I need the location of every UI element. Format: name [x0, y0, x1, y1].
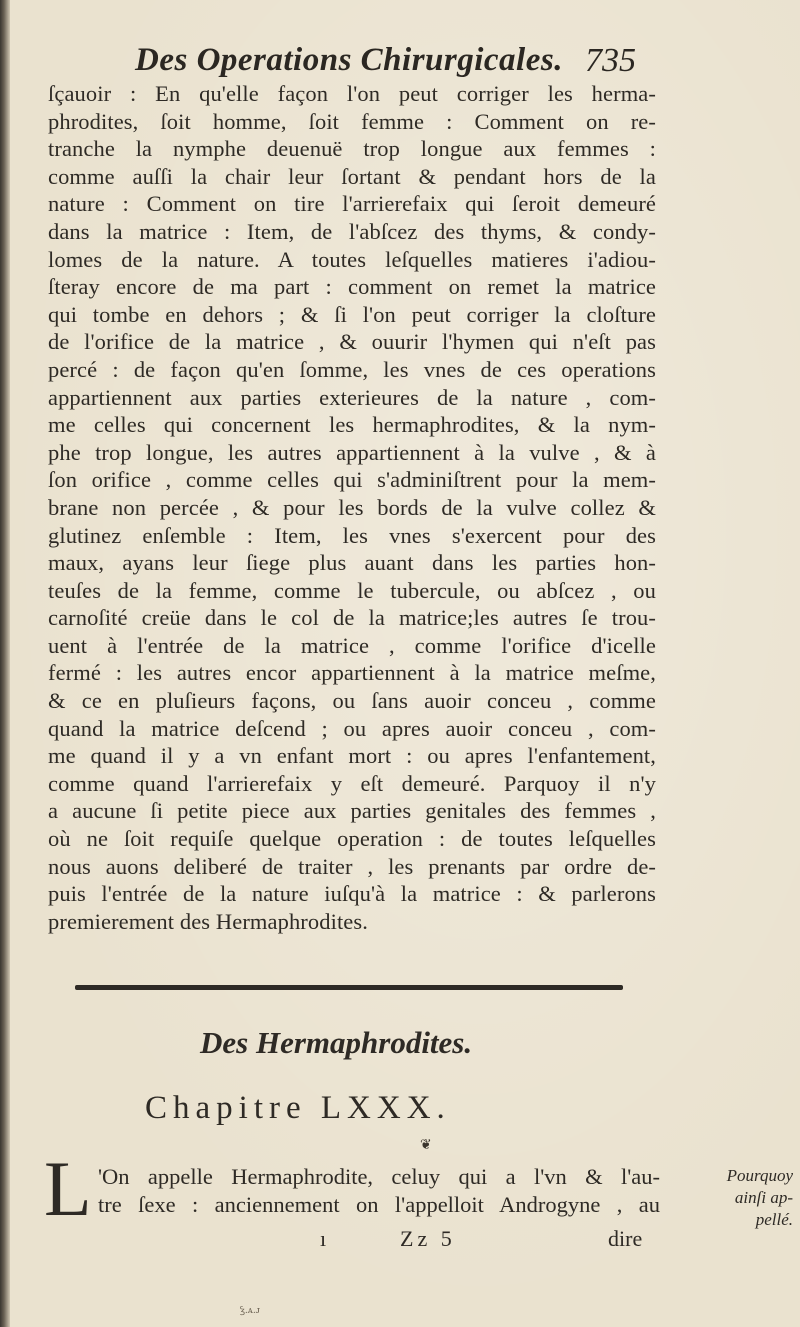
text-line: tranche la nymphe deuenuë trop longue aux femmes :: [48, 136, 656, 162]
text-line: puis l'entrée de la nature iuſqu'à la matrice : & parlerons: [48, 881, 656, 907]
marginal-note-line: pellé.: [755, 1210, 793, 1229]
text-line: quand la matrice deſcend ; ou apres auoir conceu , com-: [48, 715, 656, 741]
page-binding-edge: [0, 0, 10, 1327]
library-stamp: Ꝣ.ᴀ.ᴊ: [240, 1306, 261, 1316]
text-line: nous auons deliberé de traiter , les prenants par ordre de-: [48, 853, 656, 879]
section-title-text: Des Hermaphrodites.: [200, 1025, 473, 1060]
text-line: carnoſité creüe dans le col de la matrice;les autres ſe trou-: [48, 605, 656, 631]
drop-cap: L: [44, 1145, 92, 1232]
marginal-note: [663, 1165, 793, 1231]
text-line: appartiennent aux parties exterieures de la nature , com-: [48, 384, 656, 410]
section-rule: [75, 985, 623, 990]
text-line: phe trop longue, les autres appartiennent à la vulve , & à: [48, 439, 656, 465]
text-line: 'On appelle Hermaphrodite, celuy qui a l'vn & l'au-: [98, 1164, 660, 1189]
text-line: ſteray encore de ma part : comment on remet la matrice: [48, 274, 656, 300]
catchword: dire: [608, 1226, 643, 1251]
text-line: premierement des Hermaphrodites.: [48, 908, 368, 934]
text-line: qui tombe en dehors ; & ſi l'on peut corriger la cloſture: [48, 301, 656, 327]
text-line: phrodites, ſoit homme, ſoit femme : Comment on re-: [48, 108, 656, 134]
text-line: fermé : les autres encor appartiennent à la matrice meſme,: [48, 660, 656, 686]
text-line: uent à l'entrée de la matrice , comme l'orifice d'icelle: [48, 632, 656, 658]
marginal-note-line: Pourquoy: [726, 1166, 793, 1185]
text-line: percé : de façon qu'en ſomme, les vnes de ces operations: [48, 356, 656, 382]
text-line: me quand il y a vn enfant mort : ou apres l'enfantement,: [48, 743, 656, 769]
text-line: comme auſſi la chair leur ſortant & pendant hors de la: [48, 163, 656, 189]
text-line: brane non percée , & pour les bords de la vulve collez &: [48, 494, 656, 520]
text-line: maux, ayans leur ſiege plus auant dans les parties hon-: [48, 550, 656, 576]
marginal-note-line: ainſi ap-: [734, 1188, 793, 1207]
text-line: glutinez enſemble : Item, les vnes s'exercent pour des: [48, 522, 656, 548]
text-line: me celles qui concernent les hermaphrodites, & la nym-: [48, 412, 656, 438]
fleuron-ornament: ❦: [420, 1137, 432, 1153]
text-line: a aucune ſi petite piece aux parties genitales des femmes ,: [48, 798, 656, 824]
chapter-heading: Chapitre LXXX.: [145, 1090, 451, 1126]
text-line: tre ſexe : anciennement on l'appelloit Androgyne , au: [98, 1191, 660, 1217]
text-line: nature : Comment on tire l'arrierefaix qui ſeroit demeuré: [48, 191, 656, 217]
text-line: lomes de la nature. A toutes leſquelles matieres i'adiou-: [48, 246, 656, 272]
chapter-opening-text: [98, 1163, 660, 1218]
text-line: où ne ſoit requiſe quelque operation : de toutes leſquelles: [48, 826, 656, 852]
text-line: de l'orifice de la matrice , & ouurir l'hymen qui n'eſt pas: [48, 329, 656, 355]
text-line: & ce en pluſieurs façons, ou ſans auoir conceu , comme: [48, 688, 656, 714]
body-text: [48, 80, 656, 935]
text-line: comme quand l'arrierefaix y eſt demeuré. Parquoy il n'y: [48, 770, 656, 796]
running-title: Des Operations Chirurgicales.: [135, 42, 563, 78]
text-line: dans la matrice : Item, de l'abſcez des thyms, & condy-: [48, 218, 656, 244]
page-number: 735: [585, 42, 636, 79]
text-line: teuſes de la femme, comme le tubercule, ou abſcez , ou: [48, 577, 656, 603]
gathering-signature: Zz 5: [400, 1226, 456, 1251]
signature-mark: ı: [320, 1226, 327, 1251]
text-line: ſon orifice , comme celles qui s'adminiſtrent pour la mem-: [48, 467, 656, 493]
text-line: ſçauoir : En qu'elle façon l'on peut corriger les herma-: [48, 81, 656, 106]
